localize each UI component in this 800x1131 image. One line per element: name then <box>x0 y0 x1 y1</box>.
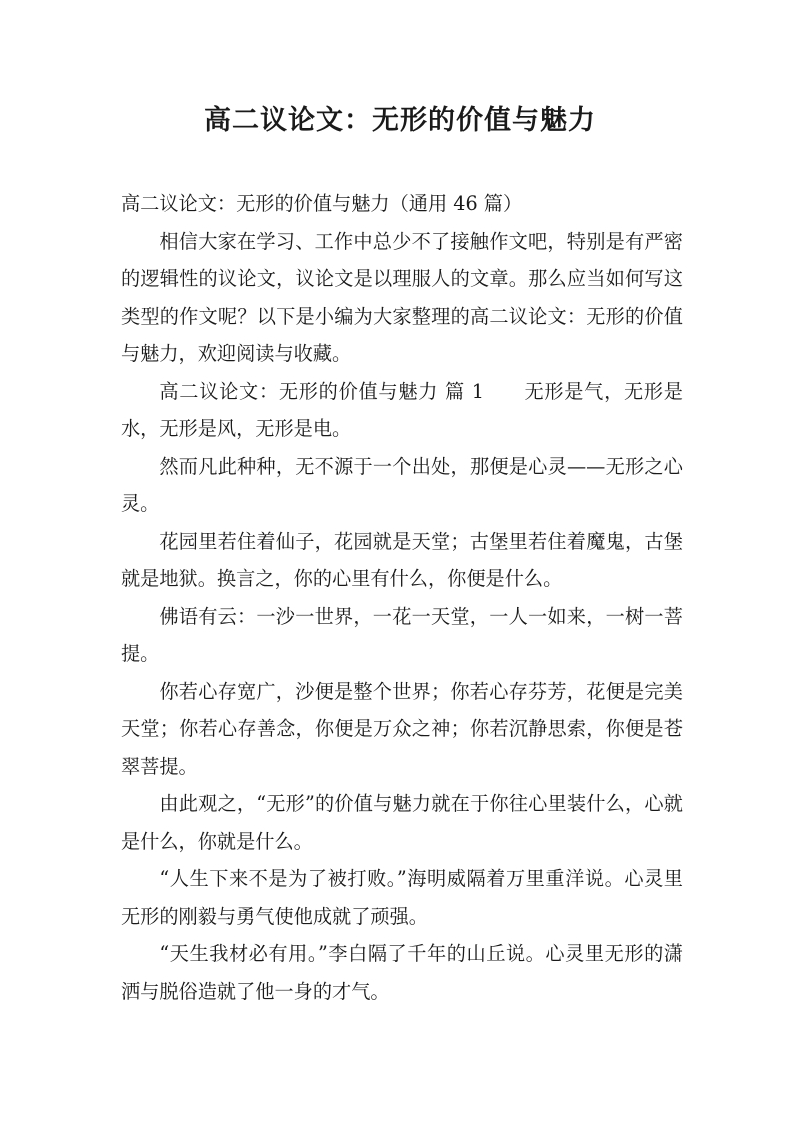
paragraph: 由此观之，“无形”的价值与魅力就在于你往心里装什么，心就是什么，你就是什么。 <box>121 792 683 853</box>
paragraph: 然而凡此种种，无不源于一个出处，那便是心灵——无形之心灵。 <box>121 454 683 515</box>
document-subtitle: 高二议论文：无形的价值与魅力（通用 46 篇） <box>121 192 523 215</box>
document-title: 高二议论文：无形的价值与魅力 <box>204 105 596 136</box>
paragraph: 你若心存宽广，沙便是整个世界；你若心存芬芳，花便是完美天堂；你若心存善念，你便是万众之神；你若沉静思索，你便是苍翠菩提。 <box>121 679 683 778</box>
paragraph: 花园里若住着仙子，花园就是天堂；古堡里若住着魔鬼，古堡就是地狱。换言之，你的心里有什么，你便是什么。 <box>121 529 683 590</box>
paragraph: “天生我材必有用。”李白隔了千年的山丘说。心灵里无形的潇洒与脱俗造就了他一身的才气。 <box>121 942 683 1003</box>
paragraph: 高二议论文：无形的价值与魅力 篇 1 无形是气，无形是水，无形是风，无形是电。 <box>121 379 683 440</box>
document-body <box>121 185 683 1010</box>
paragraph: 佛语有云：一沙一世界，一花一天堂，一人一如来，一树一菩提。 <box>121 604 683 665</box>
paragraph-intro: 相信大家在学习、工作中总少不了接触作文吧，特别是有严密的逻辑性的议论文，议论文是以理服人的文章。那么应当如何写这类型的作文呢？以下是小编为大家整理的高二议论文：无形的价值与魅力，欢迎阅读与收藏。 <box>121 229 683 365</box>
paragraph: “人生下来不是为了被打败。”海明威隔着万里重洋说。心灵里无形的刚毅与勇气使他成就了顽强。 <box>121 867 683 928</box>
